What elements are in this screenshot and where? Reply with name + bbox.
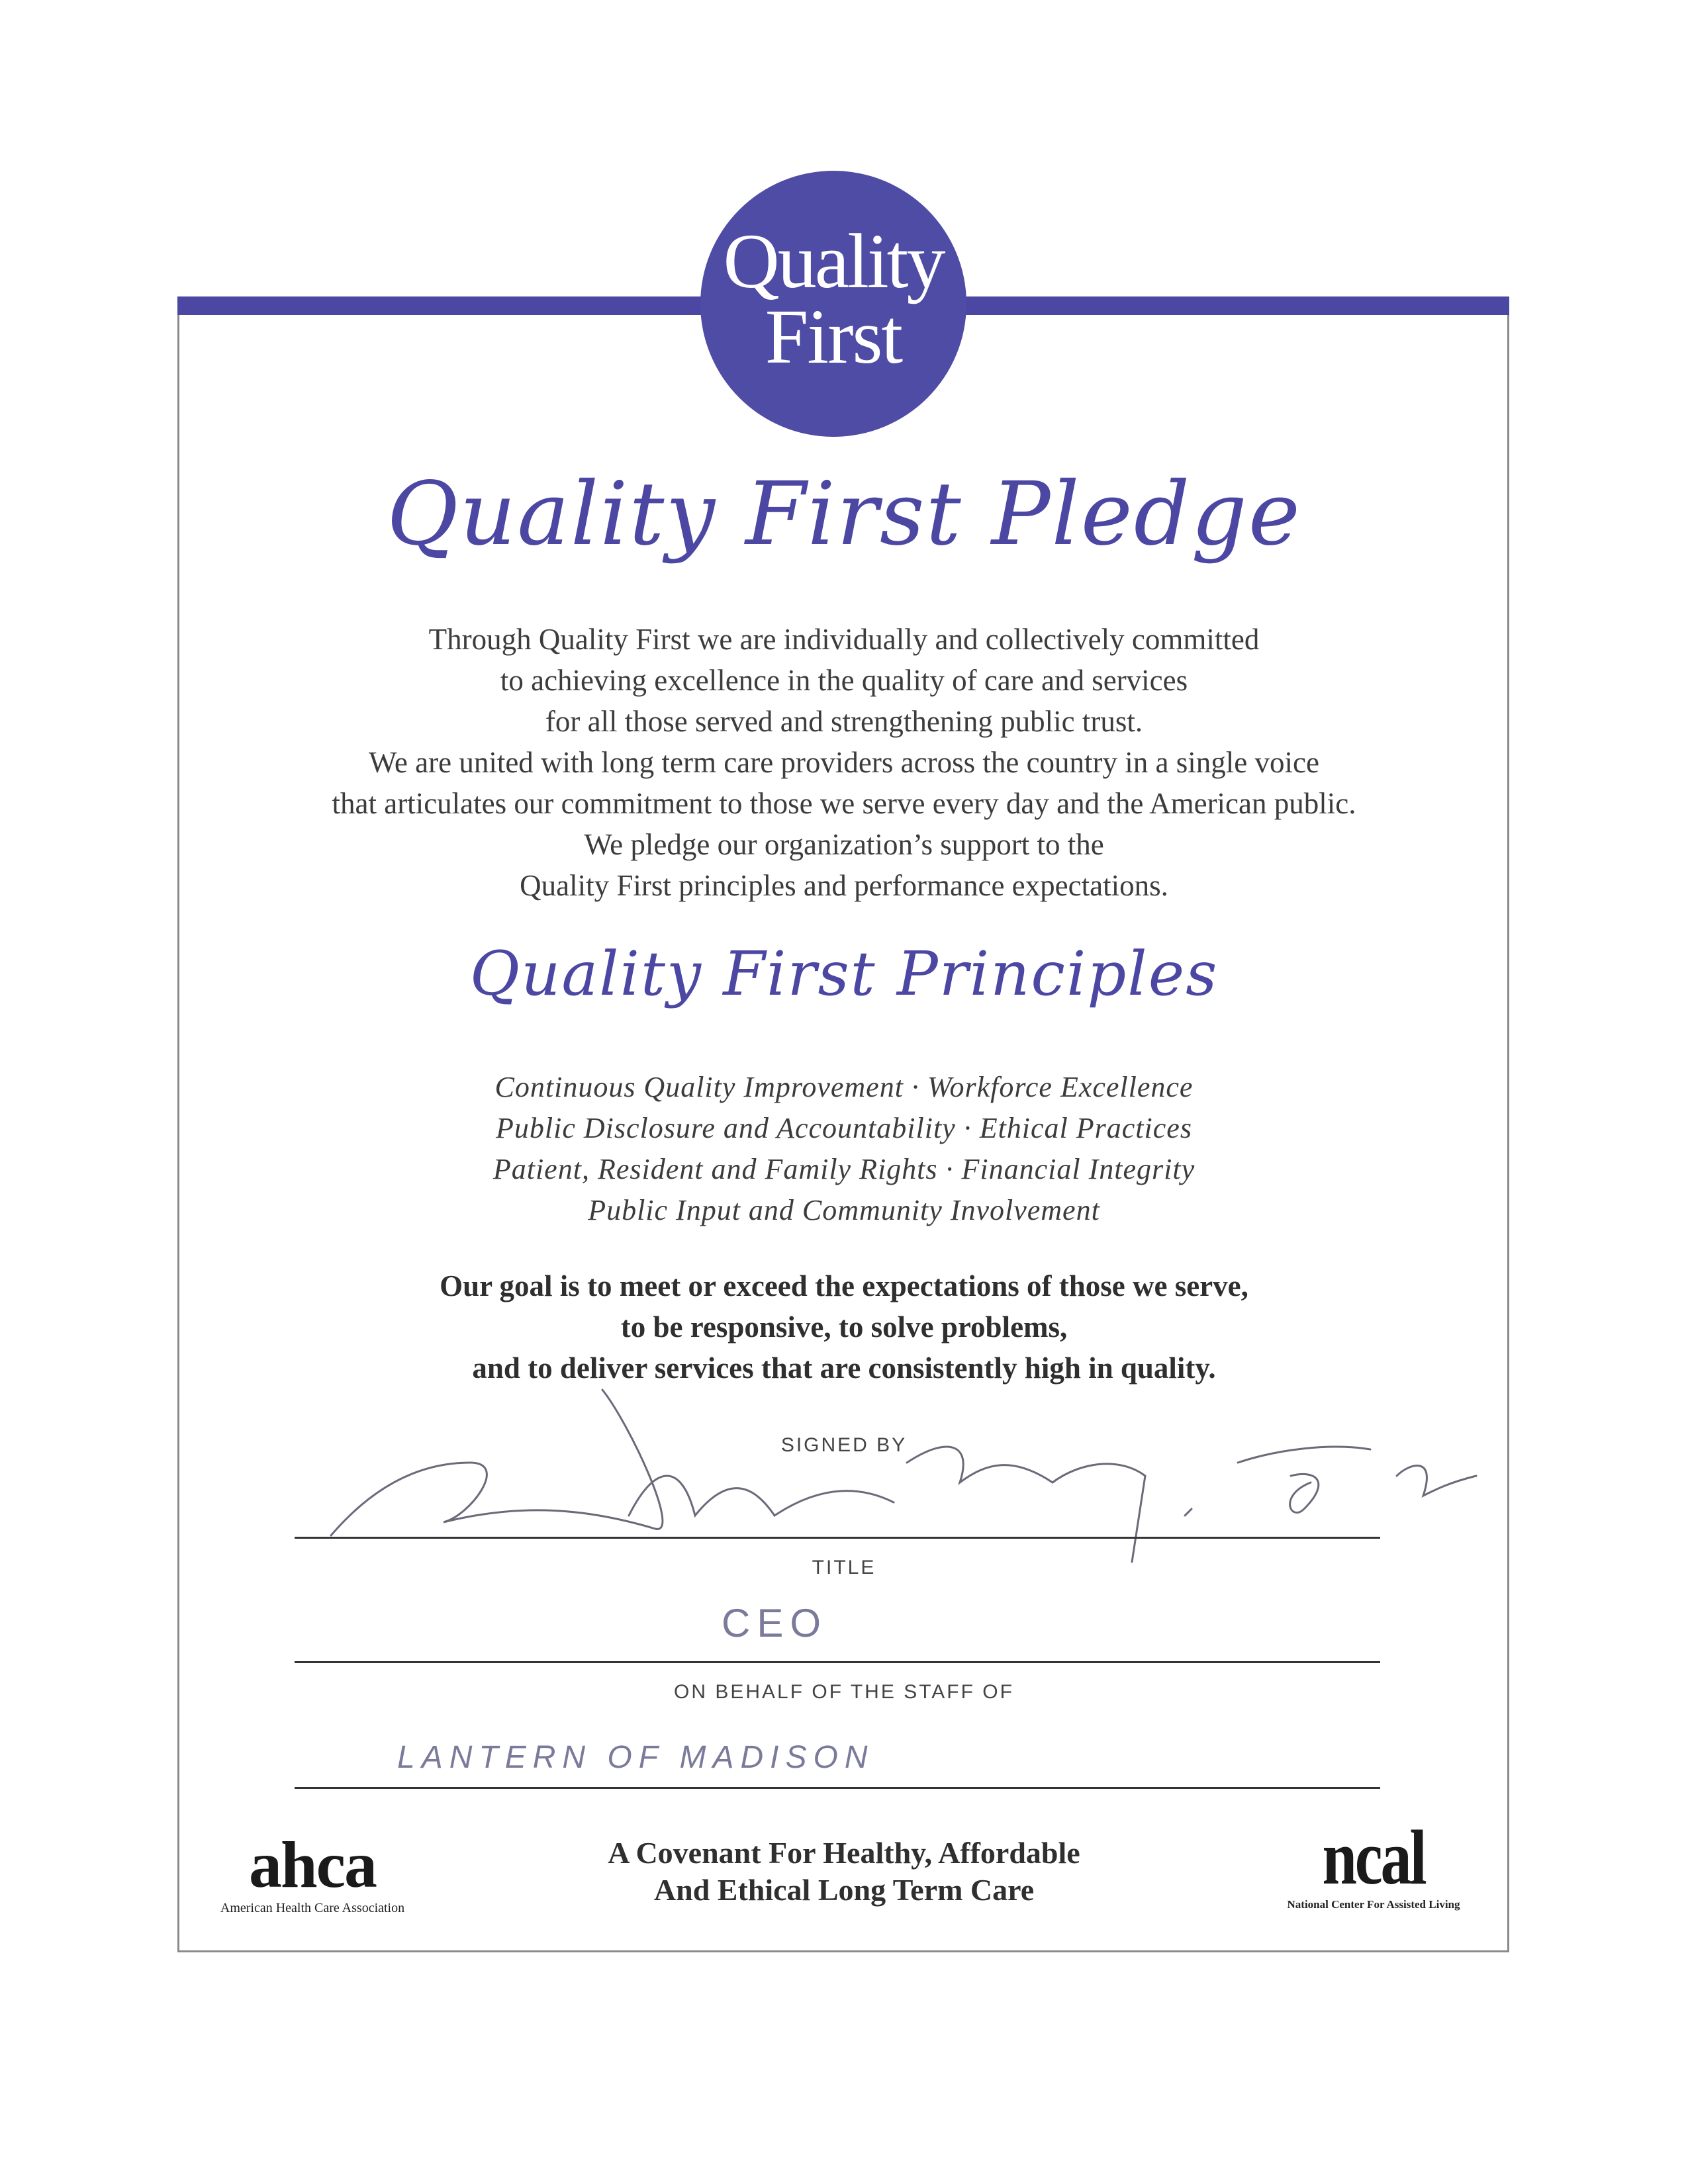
title-value: CEO [722,1601,828,1645]
covenant-line: And Ethical Long Term Care [653,1873,1035,1907]
behalf-line [295,1787,1380,1789]
pledge-line: We pledge our organization’s support to the [584,828,1104,861]
pledge-line: Through Quality First we are individually and collectively committed [428,623,1260,656]
pledge-line: to achieving excellence in the quality of care and services [500,664,1188,697]
pledge-line: We are united with long term care providers across the country in a single voice [369,746,1319,779]
seal-line-1: Quality [723,218,944,304]
behalf-value: LANTERN OF MADISON [397,1740,874,1775]
goal-line: to be responsive, to solve problems, [620,1310,1068,1343]
goal-line: and to deliver services that are consistently high in quality. [472,1351,1216,1385]
ahca-logo-mark: ahca [249,1828,376,1901]
ncal-logo [1274,1814,1473,1911]
principle-line: Patient, Resident and Family Rights · Financial Integrity [492,1153,1196,1185]
goal-statement [199,1265,1489,1388]
ncal-logo-mark: ncal [1322,1814,1425,1901]
principles-title: Quality First Principles [469,938,1219,1009]
principle-line: Public Disclosure and Accountability · Ethical Practices [496,1112,1192,1144]
pledge-line: that articulates our commitment to those we serve every day and the American public. [332,787,1356,820]
ahca-name: American Health Care Association [220,1901,405,1915]
pledge-text [199,619,1489,906]
title-line [295,1661,1380,1663]
principle-line: Continuous Quality Improvement · Workforce Excellence [494,1071,1194,1103]
pledge-title: Quality First Pledge [387,463,1301,565]
signed-by-label: SIGNED BY [780,1434,908,1456]
pledge-line: for all those served and strengthening public trust. [545,705,1143,738]
principle-line: Public Input and Community Involvement [588,1194,1100,1226]
ncal-name: National Center For Assisted Living [1287,1898,1460,1911]
principles-list [199,1067,1489,1231]
quality-first-seal [700,171,966,437]
behalf-label: ON BEHALF OF THE STAFF OF [674,1681,1014,1703]
pledge-line: Quality First principles and performance expectations. [520,869,1168,902]
signature-line [295,1537,1380,1539]
handwritten-signature [311,1383,1503,1582]
goal-line: Our goal is to meet or exceed the expectations of those we serve, [440,1269,1248,1302]
seal-line-2: First [765,293,902,380]
title-label: TITLE [812,1557,876,1578]
covenant-line: A Covenant For Healthy, Affordable [608,1836,1080,1870]
